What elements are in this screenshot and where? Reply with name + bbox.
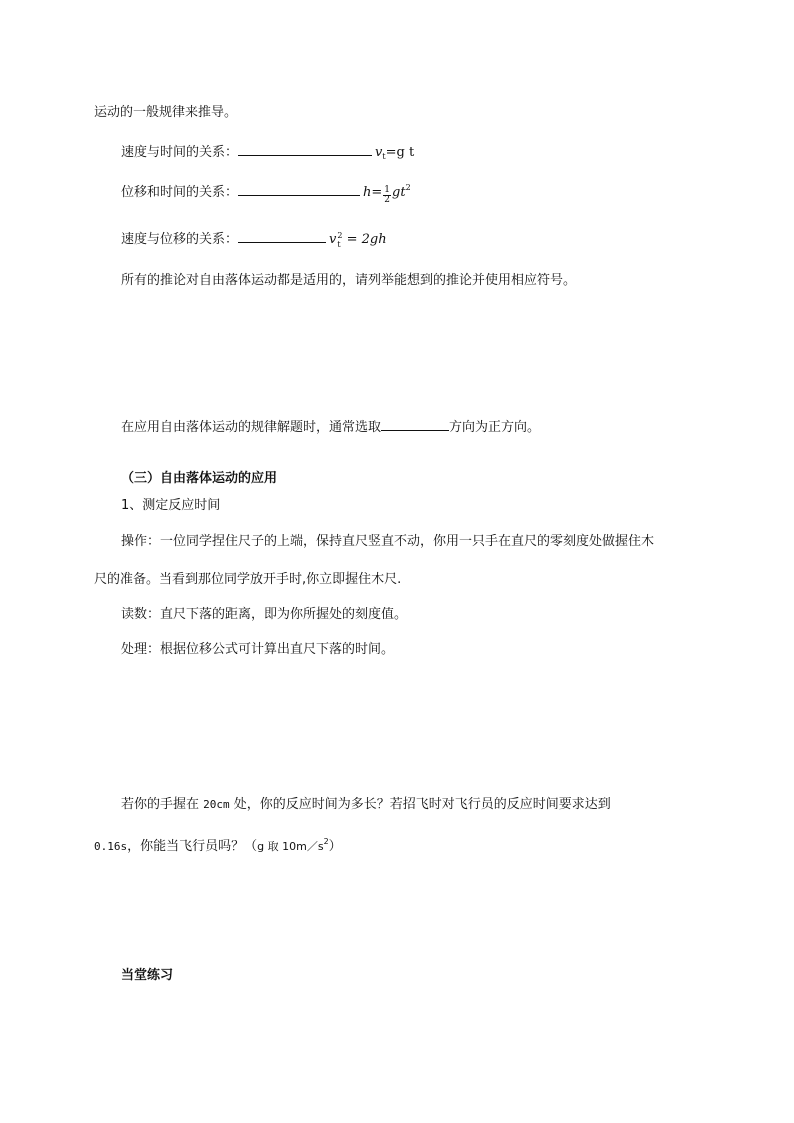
direction-sentence: [121, 416, 540, 438]
displacement-time-relation: [121, 178, 411, 205]
displacement-time-label: 位移和时间的关系：: [121, 185, 239, 200]
section3-item1: 1、测定反应时间: [121, 498, 221, 513]
direction-before: 在应用自由落体运动的规律解题时，通常选取: [121, 420, 382, 435]
question-line1: 若你的手握在 20cm 处，你的反应时间为多长？若招飞时对飞行员的反应时间要求达到: [121, 797, 611, 812]
displacement-time-blank[interactable]: [238, 181, 360, 196]
question-line2: 0.16s，你能当飞行员吗？（g 取 $10m/s^2$）: [94, 837, 342, 854]
velocity-displacement-formula: v 2 t = 2gh: [329, 231, 387, 249]
section3-heading: （三）自由落体运动的应用: [121, 471, 278, 486]
direction-after: 方向为正方向。: [449, 420, 541, 435]
practice-heading: 当堂练习: [121, 968, 174, 983]
intro-text: 运动的一般规律来推导。: [94, 105, 238, 120]
operation-line2: 尺的准备。当看到那位同学放开手时,你立即握住木尺.: [94, 572, 402, 587]
inference-prompt: 所有的推论对自由落体运动都是适用的，请列举能想到的推论并使用相应符号。: [121, 273, 577, 288]
process-text: 处理：根据位移公式可计算出直尺下落的时间。: [121, 642, 395, 657]
velocity-time-label: 速度与时间的关系：: [121, 145, 239, 160]
reading-text: 读数：直尺下落的距离，即为你所握处的刻度值。: [121, 607, 408, 622]
direction-blank[interactable]: [381, 416, 449, 431]
operation-line1: 操作：一位同学捏住尺子的上端，保持直尺竖直不动，你用一只手在直尺的零刻度处做握住木: [121, 534, 655, 549]
velocity-displacement-blank[interactable]: [238, 228, 326, 243]
velocity-displacement-relation: [121, 228, 387, 250]
velocity-displacement-label: 速度与位移的关系：: [121, 232, 239, 247]
velocity-time-relation: [121, 141, 414, 167]
velocity-time-formula: $v_t=g$ t: [375, 145, 415, 161]
displacement-time-formula: h= $\frac{1}{2}$ $gt^2$: [363, 183, 411, 205]
velocity-time-blank[interactable]: [238, 141, 372, 156]
